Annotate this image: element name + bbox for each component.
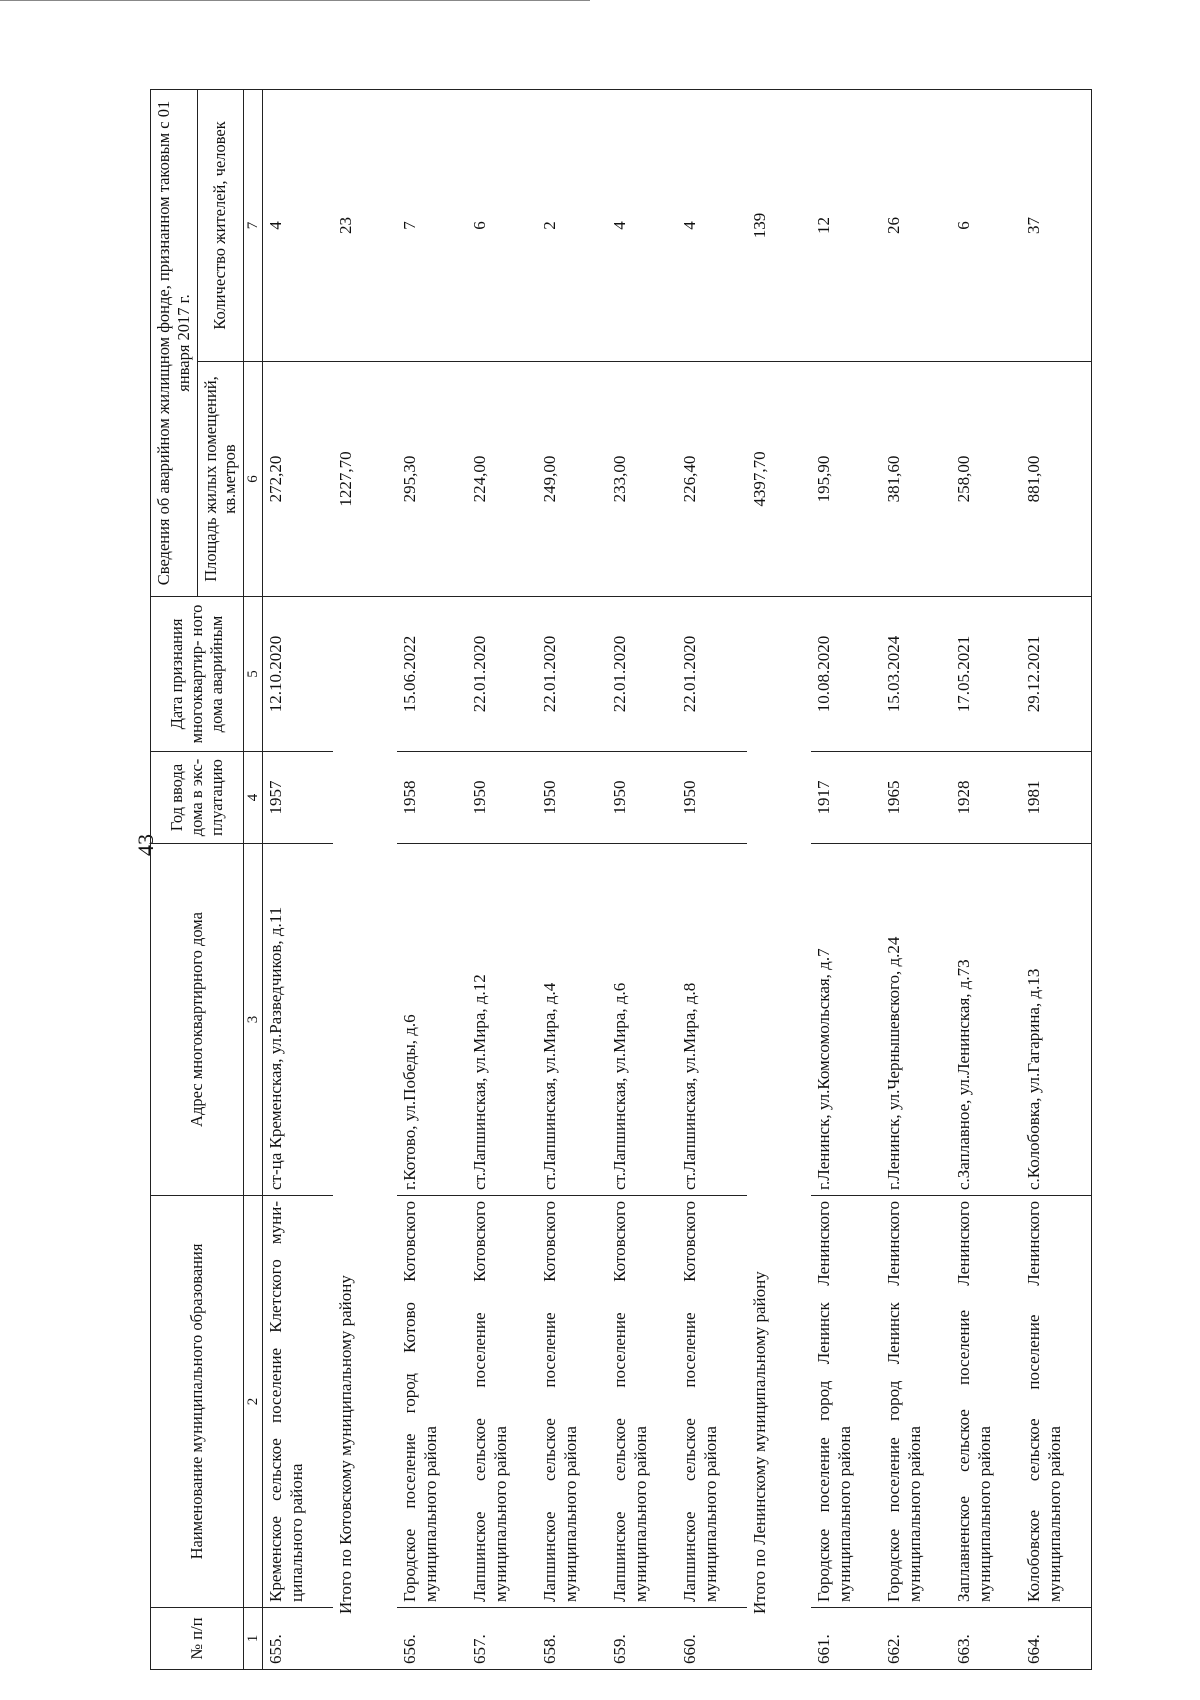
municipality-name: Лапшинское сельское поселение Котовского муниципального района bbox=[607, 1196, 677, 1608]
building-address: ст.Лапшинская, ул.Мира, д.8 bbox=[677, 844, 747, 1196]
header-group: Сведения об аварийном жилищном фонде, признанном таковым с 01 января 2017 г. bbox=[151, 89, 198, 596]
column-number: 7 bbox=[244, 89, 263, 361]
header-address: Адрес многоквартирного дома bbox=[151, 844, 244, 1196]
commission-year: 1917 bbox=[811, 752, 881, 844]
table-row bbox=[607, 89, 677, 1669]
row-number: 664. bbox=[1021, 1608, 1092, 1670]
building-address: ст.Лапшинская, ул.Мира, д.4 bbox=[537, 844, 607, 1196]
column-number: 5 bbox=[244, 597, 263, 752]
emergency-date: 15.06.2022 bbox=[397, 597, 467, 752]
commission-year: 1965 bbox=[881, 752, 951, 844]
municipality-name: Колобовское сельское поселение Ленинского муниципального района bbox=[1021, 1196, 1092, 1608]
municipality-name: Лапшинское сельское поселение Котовского муниципального района bbox=[677, 1196, 747, 1608]
municipality-name: Городское поселение город Ленинск Ленинского муниципального района bbox=[881, 1196, 951, 1608]
building-address: г.Ленинск, ул.Комсомольская, д.7 bbox=[811, 844, 881, 1196]
building-address: г.Ленинск, ул.Чернышевского, д.24 bbox=[881, 844, 951, 1196]
emergency-date: 17.05.2021 bbox=[951, 597, 1021, 752]
residents-count: 4 bbox=[677, 89, 747, 361]
residents-count: 4 bbox=[263, 89, 334, 361]
municipality-name: Лапшинское сельское поселение Котовского муниципального района bbox=[467, 1196, 537, 1608]
emergency-housing-table bbox=[150, 89, 1092, 1670]
column-numbers-row bbox=[244, 89, 263, 1669]
living-area: 258,00 bbox=[951, 362, 1021, 597]
building-address: с.Заплавное, ул.Ленинская, д.73 bbox=[951, 844, 1021, 1196]
total-living-area: 1227,70 bbox=[333, 362, 397, 597]
commission-year: 1950 bbox=[607, 752, 677, 844]
living-area: 226,40 bbox=[677, 362, 747, 597]
total-residents-count: 139 bbox=[747, 89, 811, 361]
total-row bbox=[333, 89, 397, 1669]
row-number: 657. bbox=[467, 1608, 537, 1670]
emergency-date: 22.01.2020 bbox=[677, 597, 747, 752]
living-area: 249,00 bbox=[537, 362, 607, 597]
residents-count: 7 bbox=[397, 89, 467, 361]
header-residents: Количество жителей, человек bbox=[197, 89, 244, 361]
page-number: 43 bbox=[133, 834, 158, 856]
building-address: ст.Лапшинская, ул.Мира, д.12 bbox=[467, 844, 537, 1196]
emergency-date: 22.01.2020 bbox=[467, 597, 537, 752]
table-row bbox=[881, 89, 951, 1669]
row-number: 661. bbox=[811, 1608, 881, 1670]
column-number: 6 bbox=[244, 362, 263, 597]
row-number: 663. bbox=[951, 1608, 1021, 1670]
living-area: 224,00 bbox=[467, 362, 537, 597]
header-year: Год ввода дома в экс- плуатацию bbox=[151, 752, 244, 844]
residents-count: 37 bbox=[1021, 89, 1092, 361]
municipality-name: Лапшинское сельское поселение Котовского муниципального района bbox=[537, 1196, 607, 1608]
row-number: 659. bbox=[607, 1608, 677, 1670]
building-address: с.Колобовка, ул.Гагарина, д.13 bbox=[1021, 844, 1092, 1196]
column-number: 2 bbox=[244, 1196, 263, 1608]
table-row bbox=[537, 89, 607, 1669]
header-date: Дата признания многоквартир- ного дома аварийным bbox=[151, 597, 244, 752]
rotated-table-container bbox=[150, 90, 1070, 1670]
residents-count: 6 bbox=[951, 89, 1021, 361]
living-area: 195,90 bbox=[811, 362, 881, 597]
table-row bbox=[677, 89, 747, 1669]
municipality-name: Кременское сельское поселение Клетского муни- ципального района bbox=[263, 1196, 334, 1608]
table-body bbox=[263, 89, 1092, 1669]
municipality-name: Городское поселение город Котово Котовского муниципального района bbox=[397, 1196, 467, 1608]
residents-count: 12 bbox=[811, 89, 881, 361]
emergency-date: 10.08.2020 bbox=[811, 597, 881, 752]
commission-year: 1950 bbox=[537, 752, 607, 844]
emergency-date: 15.03.2024 bbox=[881, 597, 951, 752]
building-address: ст-ца Кременская, ул.Разведчиков, д.11 bbox=[263, 844, 334, 1196]
emergency-date: 12.10.2020 bbox=[263, 597, 334, 752]
emergency-date: 29.12.2021 bbox=[1021, 597, 1092, 752]
table-row bbox=[397, 89, 467, 1669]
table-row bbox=[263, 89, 334, 1669]
header-area: Площадь жилых помещений, кв.метров bbox=[197, 362, 244, 597]
commission-year: 1950 bbox=[677, 752, 747, 844]
scan-edge-line bbox=[0, 0, 590, 1]
table-row bbox=[951, 89, 1021, 1669]
table-row bbox=[1021, 89, 1092, 1669]
commission-year: 1928 bbox=[951, 752, 1021, 844]
municipality-name: Городское поселение город Ленинск Ленинского муниципального района bbox=[811, 1196, 881, 1608]
living-area: 233,00 bbox=[607, 362, 677, 597]
commission-year: 1981 bbox=[1021, 752, 1092, 844]
living-area: 272,20 bbox=[263, 362, 334, 597]
living-area: 295,30 bbox=[397, 362, 467, 597]
building-address: г.Котово, ул.Победы, д.6 bbox=[397, 844, 467, 1196]
commission-year: 1950 bbox=[467, 752, 537, 844]
commission-year: 1957 bbox=[263, 752, 334, 844]
living-area: 381,60 bbox=[881, 362, 951, 597]
living-area: 881,00 bbox=[1021, 362, 1092, 597]
table-row bbox=[467, 89, 537, 1669]
row-number: 656. bbox=[397, 1608, 467, 1670]
residents-count: 2 bbox=[537, 89, 607, 361]
row-number: 660. bbox=[677, 1608, 747, 1670]
total-label: Итого по Ленинскому муниципальному району bbox=[747, 597, 811, 1670]
column-number: 4 bbox=[244, 752, 263, 844]
total-residents-count: 23 bbox=[333, 89, 397, 361]
header-num: № п/п bbox=[151, 1608, 244, 1670]
residents-count: 26 bbox=[881, 89, 951, 361]
row-number: 655. bbox=[263, 1608, 334, 1670]
residents-count: 6 bbox=[467, 89, 537, 361]
header-name: Наименование муниципального образования bbox=[151, 1196, 244, 1608]
total-label: Итого по Котовскому муниципальному району bbox=[333, 597, 397, 1670]
table-row bbox=[811, 89, 881, 1669]
building-address: ст.Лапшинская, ул.Мира, д.6 bbox=[607, 844, 677, 1196]
row-number: 662. bbox=[881, 1608, 951, 1670]
row-number: 658. bbox=[537, 1608, 607, 1670]
municipality-name: Заплавненское сельское поселение Ленинского муниципального района bbox=[951, 1196, 1021, 1608]
column-number: 1 bbox=[244, 1608, 263, 1670]
commission-year: 1958 bbox=[397, 752, 467, 844]
total-row bbox=[747, 89, 811, 1669]
emergency-date: 22.01.2020 bbox=[537, 597, 607, 752]
residents-count: 4 bbox=[607, 89, 677, 361]
column-number: 3 bbox=[244, 844, 263, 1196]
total-living-area: 4397,70 bbox=[747, 362, 811, 597]
emergency-date: 22.01.2020 bbox=[607, 597, 677, 752]
